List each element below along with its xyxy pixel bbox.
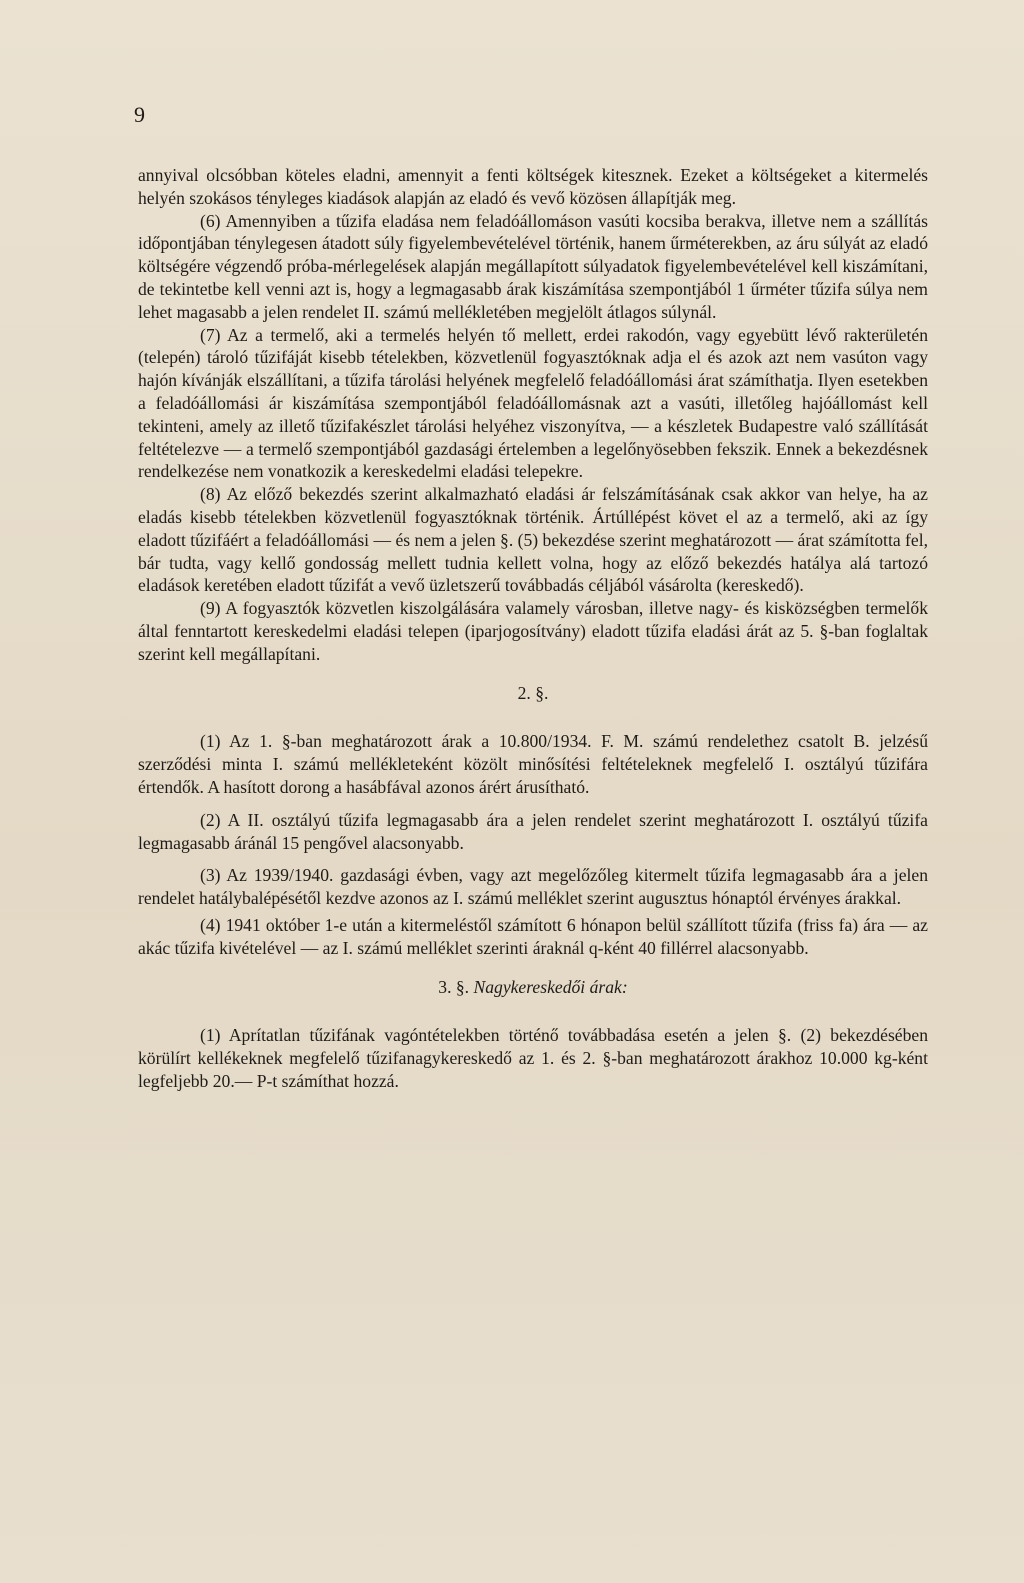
- section-2-heading: 2. §.: [517, 682, 549, 703]
- section-3-heading: [138, 976, 928, 999]
- section-3-number: 3. §.: [438, 976, 470, 997]
- section-3-title: Nagykereskedői árak:: [473, 976, 628, 997]
- section-2-paragraph-4: (4) 1941 október 1-e után a kitermeléstől számított 6 hónapon belül szállított tűzifa (friss fa) ára — az akác tűzifa kivételével — az I. számú melléklet szerinti áraknál q-ként 40 fillérrel alacsonyabb.: [138, 914, 928, 958]
- paragraph-6: (6) Amennyiben a tűzifa eladása nem feladóállomáson vasúti kocsiba berakva, illetve nem a szállítás időpontjában ténylegesen átadott súly figyelembevételével történik, hanem űrméterekben, az áru súlyát az eladó költségére végzendő próba-mérlegelések alapján megállapított súlyadatok figyelembevételével kell kiszámítani, de tekintetbe kell venni azt is, hogy a legmagasabb árak kiszámítása szempontjából 1 űrméter tűzifa súlya nem lehet magasabb a jelen rendelet II. számú mellékletében megjelölt átlagos súlynál.: [138, 210, 928, 322]
- section-2-paragraph-2: (2) A II. osztályú tűzifa legmagasabb ára a jelen rendelet szerint meghatározott I. osztályú tűzifa legmagasabb áránál 15 pengővel alacsonyabb.: [138, 809, 928, 853]
- section-3-paragraph-1: (1) Aprítatlan tűzifának vagóntételekben történő továbbadása esetén a jelen §. (2) bekezdésében körülírt kellékeknek megfelelő tűzifanagykereskedő az 1. és 2. §-ban meghatározott árakhoz 10.000 kg-ként legfeljebb 20.— P-t számíthat hozzá.: [138, 1025, 928, 1091]
- document-body: [138, 164, 928, 1093]
- paragraph-8: (8) Az előző bekezdés szerint alkalmazható eladási ár felszámításának csak akkor van helye, ha az eladás kisebb tételekben közvetlenül fogyasztóknak történik. Ártúllépést követ el az a termelő, aki az így eladott tűzifáért a feladóállomási — és nem a jelen §. (5) bekezdése szerint meghatározott — árat számította fel, bár tudta, vagy kellő gondosság mellett tudnia kellett volna, hogy az előző bekezdés hatálya alá tartozó eladások keretében eladott tűzifát a vevő üzletszerű továbbadás céljából vásárolta (kereskedő).: [138, 484, 928, 596]
- paragraph-9: (9) A fogyasztók közvetlen kiszolgálására valamely városban, illetve nagy- és kisközségben termelők által fenntartott kereskedelmi eladási telepen (iparjogosítvány) eladott tűzifa eladási árát az 5. §-ban foglaltak szerint kell megállapítani.: [138, 598, 928, 664]
- paragraph-continuation: annyival olcsóbban köteles eladni, amennyit a fenti költségek kitesznek. Ezeket a költségeket a kitermelés helyén szokásos tényleges kiadások alapján az eladó és vevő közösen állapítják meg.: [138, 165, 928, 208]
- section-2-paragraph-1: (1) Az 1. §-ban meghatározott árak a 10.800/1934. F. M. számú rendelethez csatolt B. jelzésű szerződési minta I. számú mellékleteként közölt minősítési feltételeknek megfelelő I. osztályú tűzifára értendők. A hasított dorong a hasábfával azonos árért árusítható.: [138, 731, 928, 797]
- section-2-paragraph-3: (3) Az 1939/1940. gazdasági évben, vagy azt megelőzőleg kitermelt tűzifa legmagasabb ára a jelen rendelet hatálybalépésétől kezdve azonos az I. számú melléklet szerint augusztus hónaptól érvényes árakkal.: [138, 865, 928, 909]
- paragraph-7: (7) Az a termelő, aki a termelés helyén tő mellett, erdei rakodón, vagy egyebütt lévő rakterületén (telepén) tároló tűzifáját kisebb tételekben, közvetlenül fogyasztóknak adja el és azok azt nem vasúton vagy hajón kívánják elszállítani, a tűzifa tárolási helyének megfelelő feladóállomási árat számíthatja. Ilyen esetekben a feladóállomási ár kiszámítása szempontjából feladóállomásnak azt a vasúti, illetőleg hajóállomást kell tekinteni, amely az illető tűzifakészlet tárolási helyéhez viszonyítva, — a készletek Budapestre való szállítását feltételezve — a termelő szempontjából gazdasági értelemben a legelőnyösebben fekszik. Ennek a bekezdésnek rendelkezése nem vonatkozik a kereskedelmi eladási telepekre.: [138, 324, 928, 482]
- page-number: 9: [134, 102, 145, 127]
